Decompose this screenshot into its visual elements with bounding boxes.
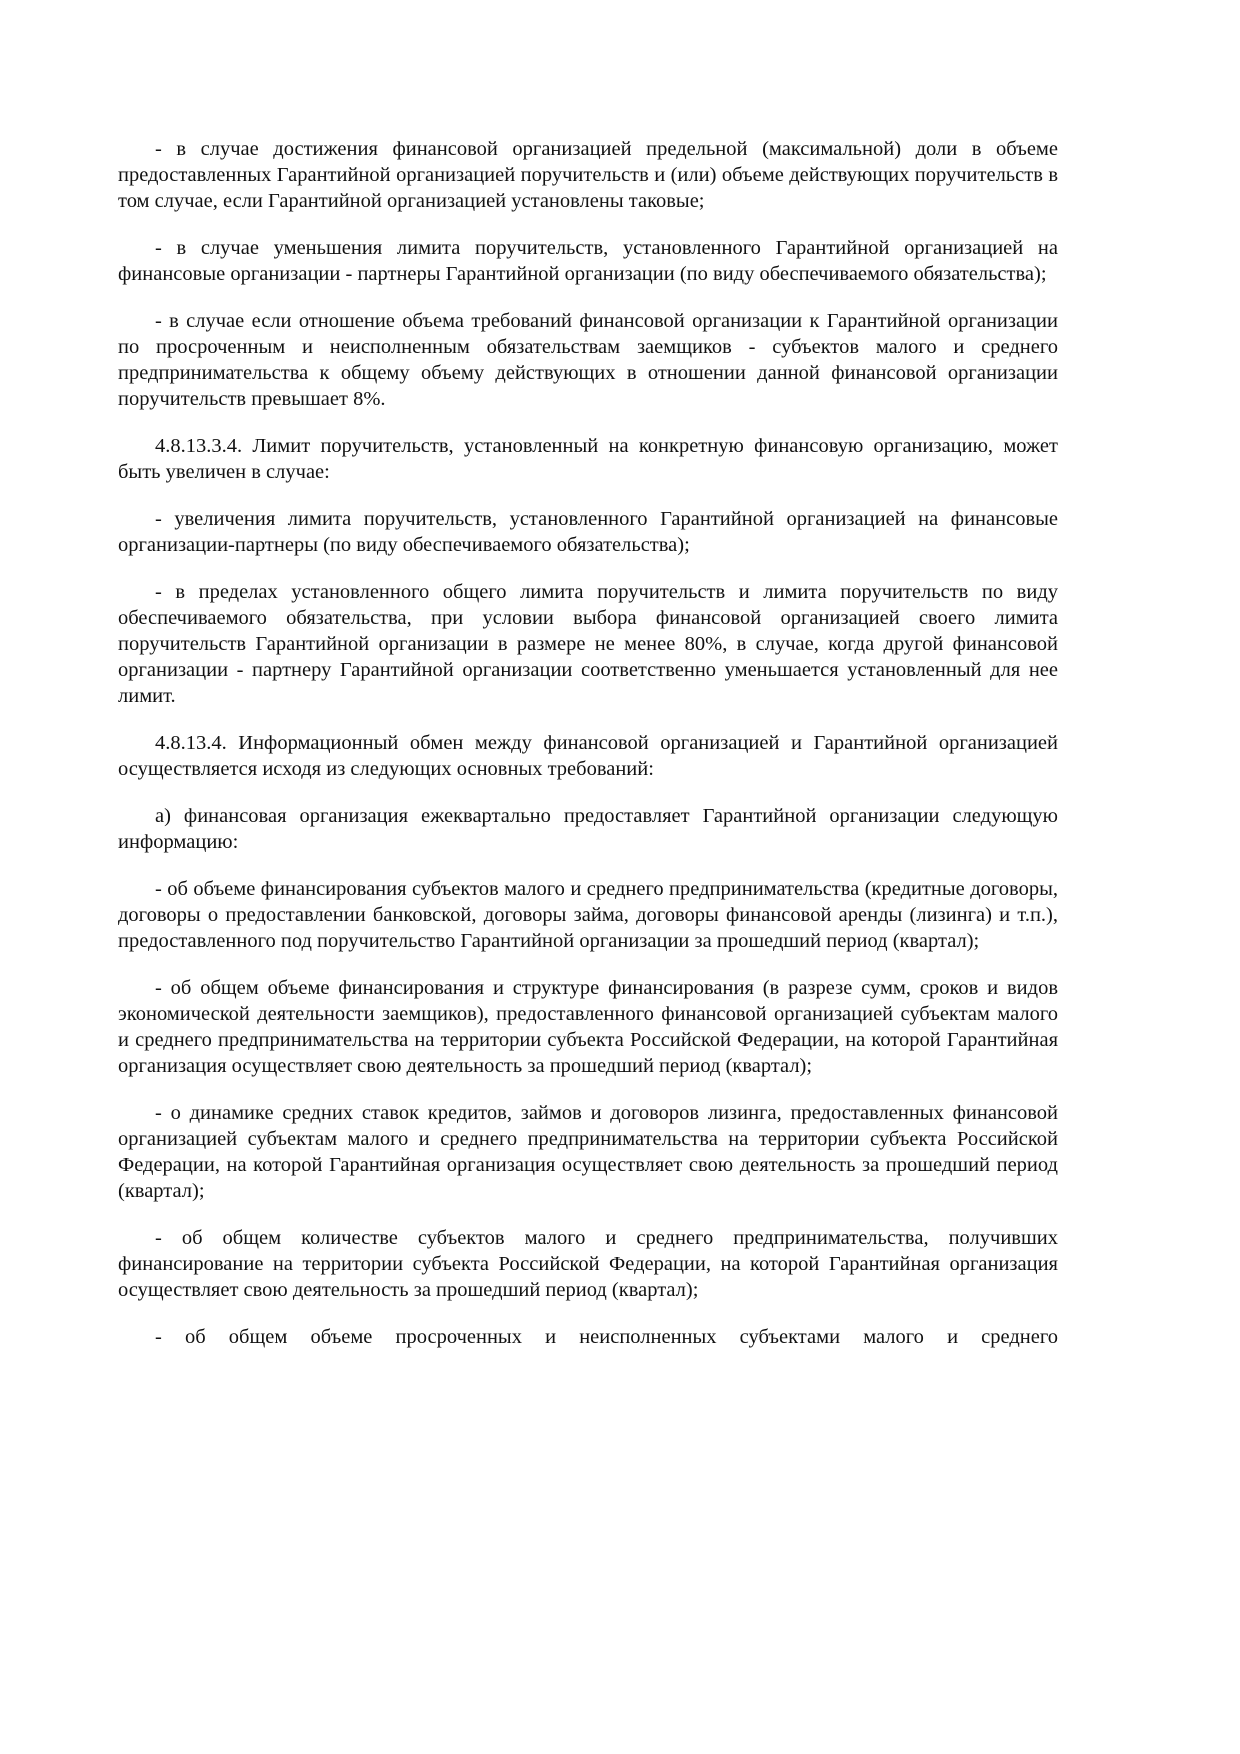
paragraph: а) финансовая организация ежеквартально предоставляет Гарантийной организации следующую информацию: bbox=[118, 805, 1058, 853]
paragraph: - об общем объеме просроченных и неисполненных субъектами малого и среднего bbox=[155, 1326, 1058, 1348]
paragraph: 4.8.13.3.4. Лимит поручительств, установленный на конкретную финансовую организацию, может быть увеличен в случае: bbox=[118, 435, 1058, 483]
paragraph: - об общем количестве субъектов малого и среднего предпринимательства, получивших финансирование на территории субъекта Российской Федерации, на которой Гарантийная организация осуществляет свою деятельность за прошедший период (квартал); bbox=[118, 1227, 1058, 1301]
paragraph: - в случае уменьшения лимита поручительств, установленного Гарантийной организацией на финансовые организации - партнеры Гарантийной организации (по виду обеспечиваемого обязательства); bbox=[118, 237, 1058, 285]
paragraph: 4.8.13.4. Информационный обмен между финансовой организацией и Гарантийной организацией осуществляется исходя из следующих основных требований: bbox=[118, 732, 1058, 780]
paragraph: - о динамике средних ставок кредитов, займов и договоров лизинга, предоставленных финансовой организацией субъектам малого и среднего предпринимательства на территории субъекта Российской Федерации, на которой Гарантийная организация осуществляет свою деятельность за прошедший период (квартал); bbox=[118, 1102, 1058, 1202]
paragraph: - увеличения лимита поручительств, установленного Гарантийной организацией на финансовые организации-партнеры (по виду обеспечиваемого обязательства); bbox=[118, 508, 1058, 556]
document-page bbox=[118, 136, 1058, 1371]
paragraph: - в случае достижения финансовой организацией предельной (максимальной) доли в объеме предоставленных Гарантийной организацией поручительств и (или) объеме действующих поручительств в том случае, если Гарантийной организацией установлены таковые; bbox=[118, 138, 1058, 212]
paragraph: - в случае если отношение объема требований финансовой организации к Гарантийной организации по просроченным и неисполненным обязательствам заемщиков - субъектов малого и среднего предпринимательства к общему объему действующих в отношении данной финансовой организации поручительств превышает 8%. bbox=[118, 310, 1058, 410]
paragraph: - об общем объеме финансирования и структуре финансирования (в разрезе сумм, сроков и видов экономической деятельности заемщиков), предоставленного финансовой организацией субъектам малого и среднего предпринимательства на территории субъекта Российской Федерации, на которой Гарантийная организация осуществляет свою деятельность за прошедший период (квартал); bbox=[118, 977, 1058, 1077]
paragraph: - в пределах установленного общего лимита поручительств и лимита поручительств по виду обеспечиваемого обязательства, при условии выбора финансовой организацией своего лимита поручительств Гарантийной организации в размере не менее 80%, в случае, когда другой финансовой организации - партнеру Гарантийной организации соответственно уменьшается установленный для нее лимит. bbox=[118, 581, 1058, 707]
paragraph: - об объеме финансирования субъектов малого и среднего предпринимательства (кредитные договоры, договоры о предоставлении банковской, договоры займа, договоры финансовой аренды (лизинга) и т.п.), предоставленного под поручительство Гарантийной организации за прошедший период (квартал); bbox=[118, 878, 1058, 952]
